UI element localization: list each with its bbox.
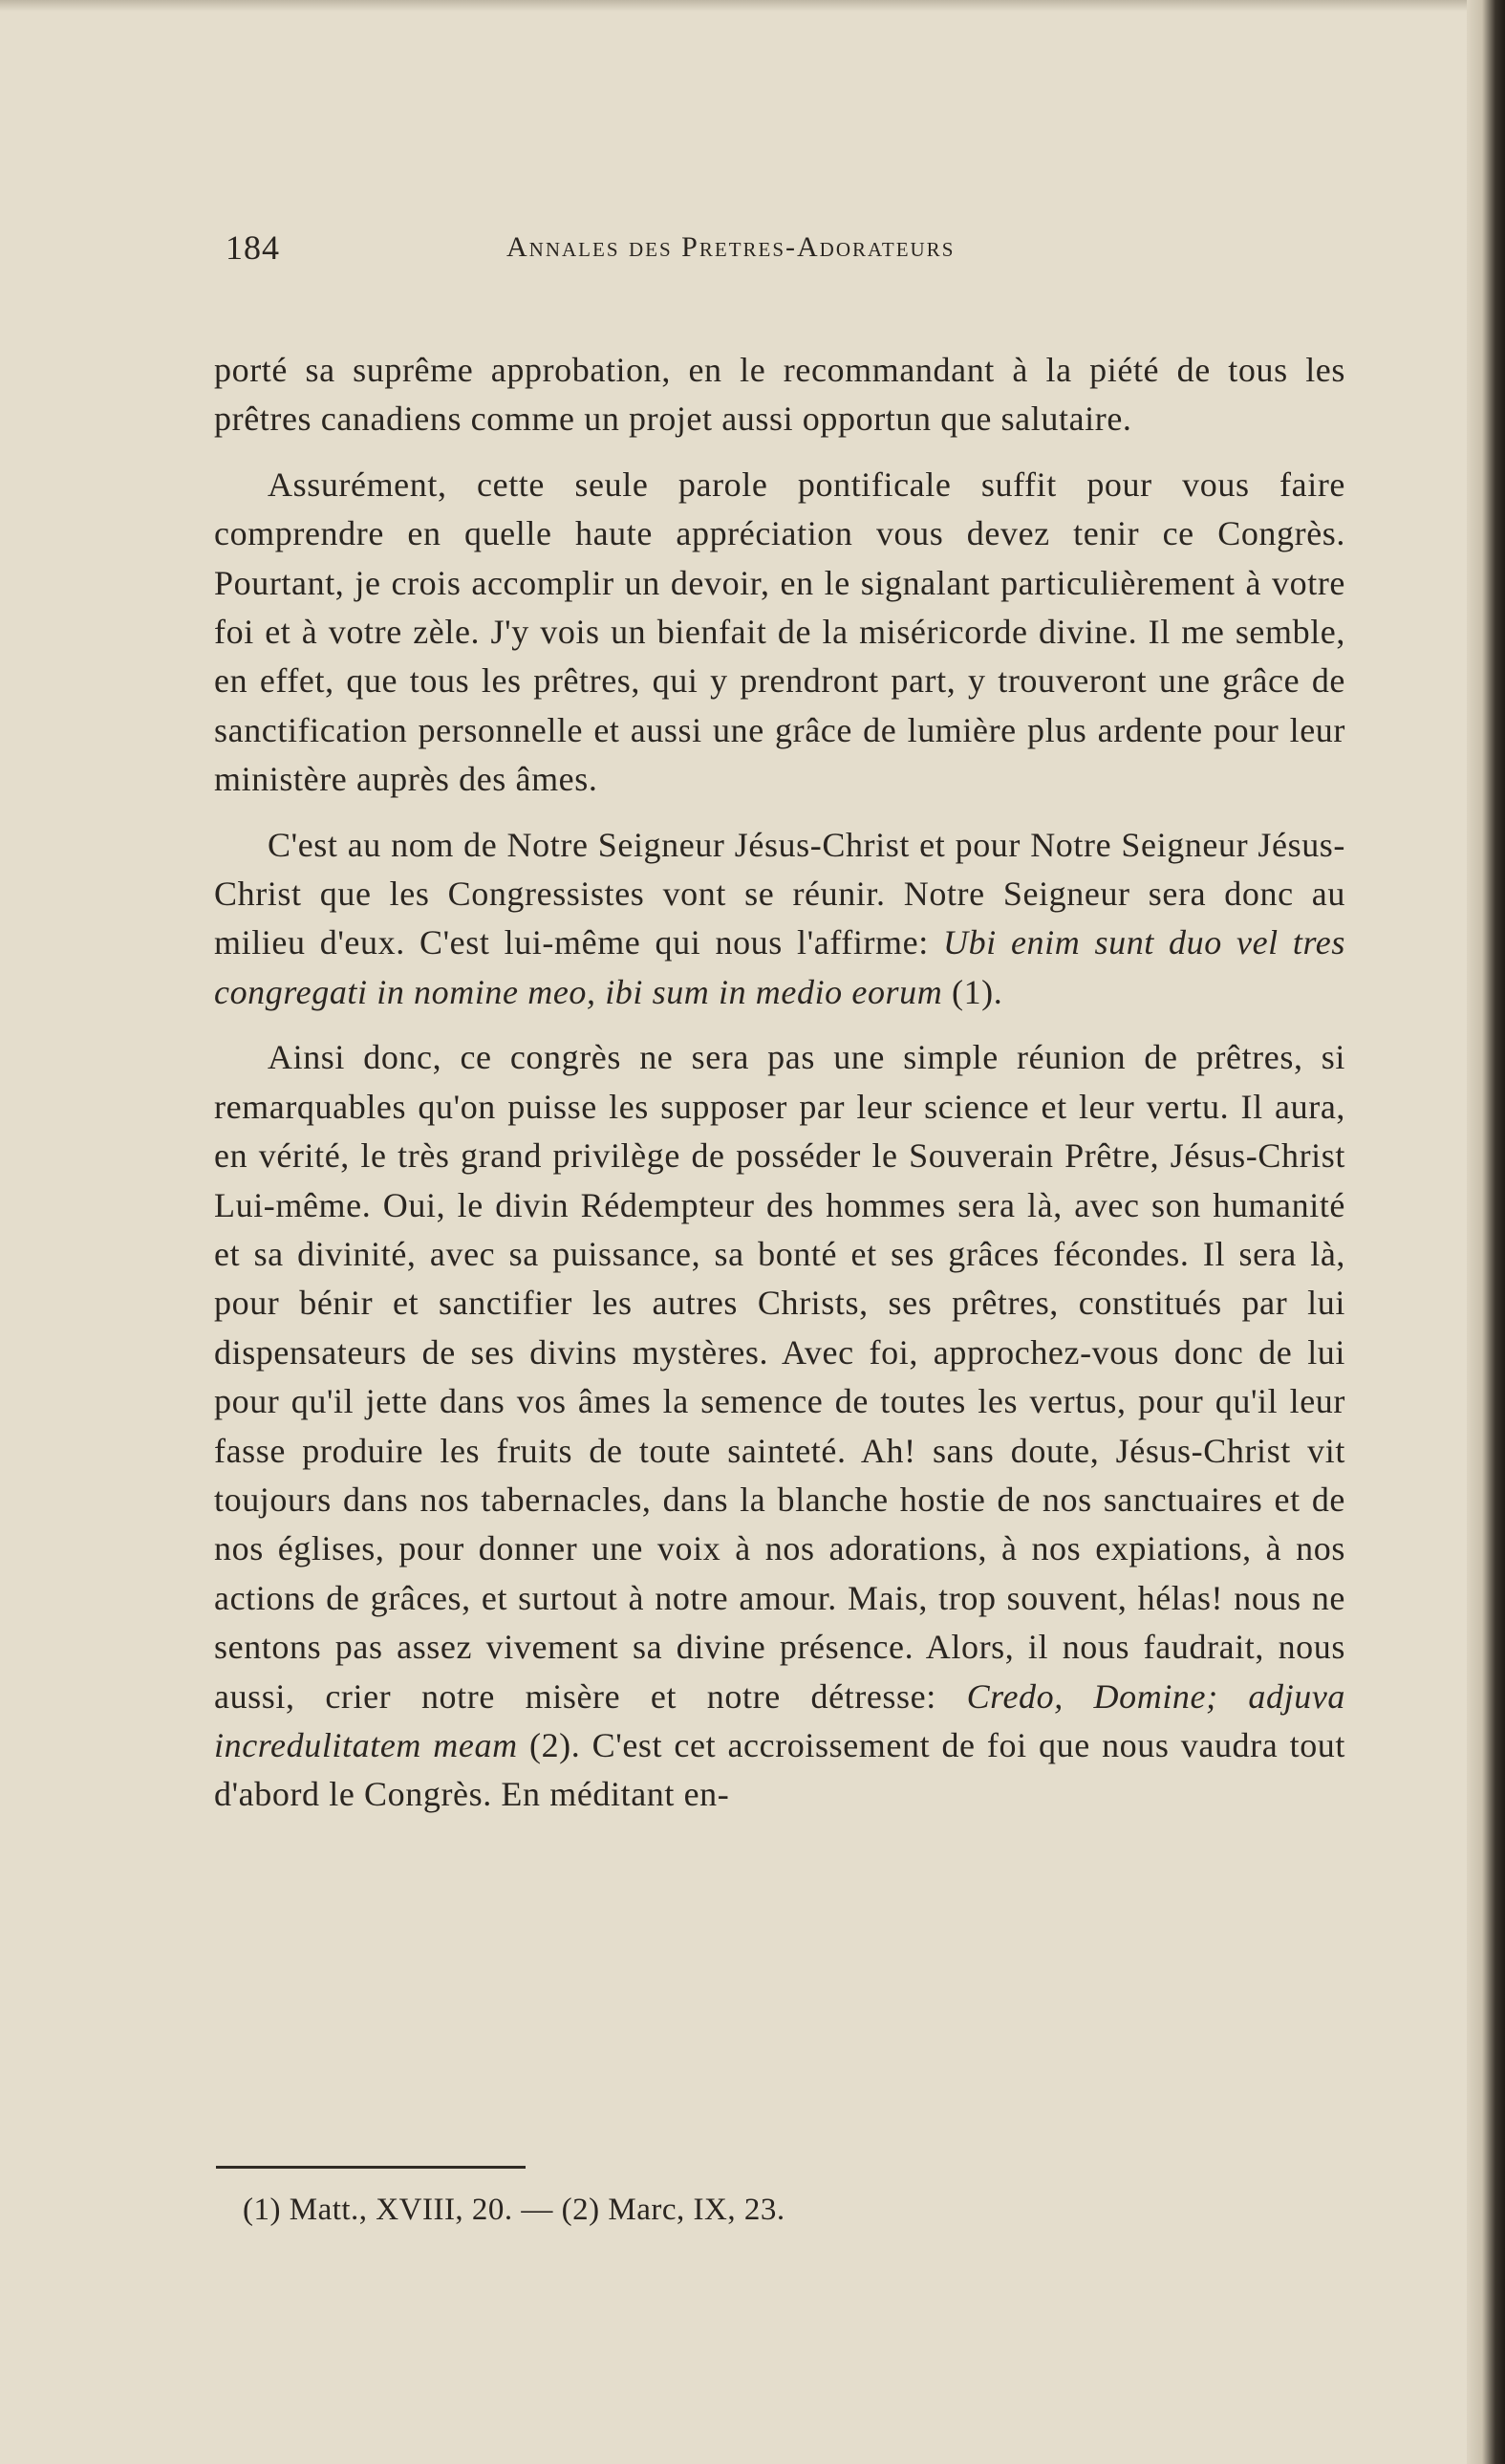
page-top-edge xyxy=(0,0,1505,11)
paragraph-3 xyxy=(214,821,1345,1018)
paragraph-3-text: C'est au nom de Notre Seigneur Jésus-Christ et pour Notre Seigneur Jésus-Christ que les Congressistes vont se réunir. Notre Seigneur sera donc au milieu d'eux. C'est lui-même qui nous l'affirme: xyxy=(214,825,1345,962)
paragraph-1 xyxy=(214,346,1345,444)
footnotes: (1) Matt., XVIII, 20. — (2) Marc, IX, 23. xyxy=(243,2193,785,2227)
paragraph-1-text: porté sa suprême approbation, en le recommandant à la piété de tous les prêtres canadiens comme un projet aussi opportun que salutaire. xyxy=(214,351,1345,439)
page-header xyxy=(226,227,1344,285)
running-title: Annales des Pretres-Adorateurs xyxy=(506,231,956,263)
paragraph-4 xyxy=(214,1033,1345,1820)
paragraph-4-text: Ainsi donc, ce congrès ne sera pas une simple réunion de prêtres, si remarquables qu'on puisse les supposer par leur science et leur vertu. Il aura, en vérité, le très grand privilège de posséder le Souverain Prêtre, Jésus-Christ Lui-même. Oui, le divin Rédempteur des hommes sera là, avec son humanité et sa divinité, avec sa puissance, sa bonté et ses grâces fécondes. Il sera là, pour bénir et sanctifier les autres Christs, ses prêtres, constitués par lui dispensateurs de ses divins mystères. Avec foi, approchez-vous donc de lui pour qu'il jette dans vos âmes la semence de toutes les vertus, pour qu'il leur fasse produire les fruits de toute sainteté. Ah! sans doute, Jésus-Christ vit toujours dans nos tabernacles, dans la blanche hostie de nos sanctuaires et de nos églises, pour donner une voix à nos adorations, à nos expiations, à nos actions de grâces, et surtout à notre amour. Mais, trop souvent, hélas! nous ne sentons pas assez vivement sa divine présence. Alors, il nous faudrait, nous aussi, crier notre misère et notre détresse: xyxy=(214,1038,1345,1716)
paragraph-2 xyxy=(214,461,1345,805)
footnote-ref-1: (1). xyxy=(942,972,1003,1011)
latin-quote-matthew: Ubi enim sunt duo vel tres congregati in nomine meo, ibi sum in medio eorum xyxy=(214,923,1345,1011)
page-number: 184 xyxy=(226,228,280,267)
body-text xyxy=(214,346,1345,1836)
page-binding-edge xyxy=(1467,0,1505,2464)
paragraph-4-tail: (2). C'est cet accroissement de foi que nous vaudra tout d'abord le Congrès. En méditant en- xyxy=(214,1725,1345,1814)
latin-quote-mark: Credo, Domine; adjuva incredulitatem meam xyxy=(214,1676,1345,1764)
paragraph-2-text: Assurément, cette seule parole pontificale suffit pour vous faire comprendre en quelle haute appréciation vous devez tenir ce Congrès. Pourtant, je crois accomplir un devoir, en le signalant particulièrement à votre foi et à votre zèle. J'y vois un bienfait de la miséricorde divine. Il me semble, en effet, que tous les prêtres, qui y prendront part, y trouveront une grâce de sanctification personnelle et aussi une grâce de lumière plus ardente pour leur ministère auprès des âmes. xyxy=(214,465,1345,799)
footnote-divider xyxy=(216,2166,526,2169)
